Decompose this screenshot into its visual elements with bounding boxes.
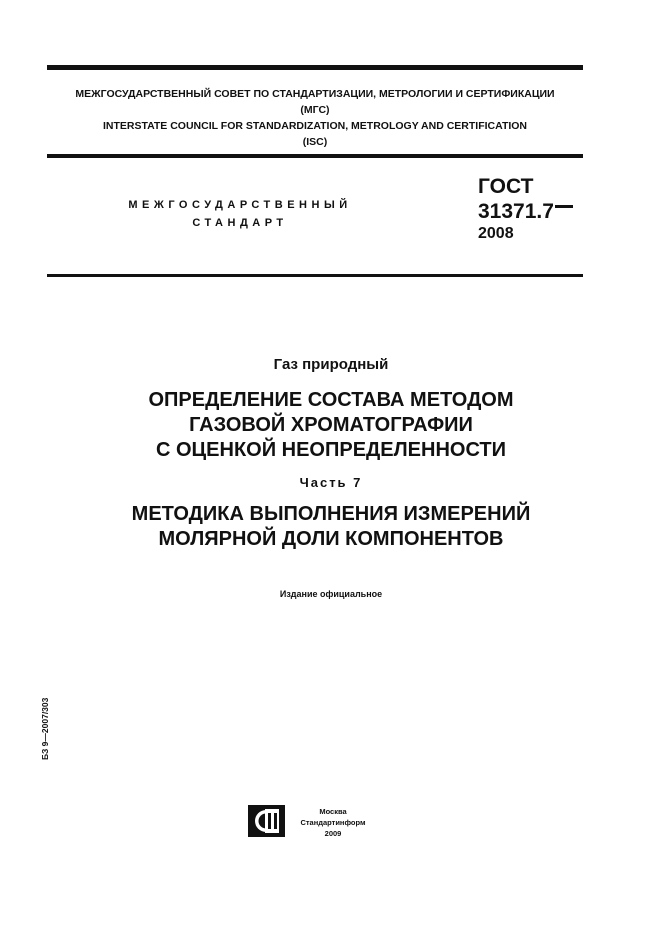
main-title-line1: ОПРЕДЕЛЕНИЕ СОСТАВА МЕТОДОМ xyxy=(148,389,514,411)
main-title-line3: С ОЦЕНКОЙ НЕОПРЕДЕЛЕННОСТИ xyxy=(156,439,506,461)
top-rule xyxy=(47,65,583,70)
subject-title: Газ природный xyxy=(273,356,389,373)
part-label: Часть 7 xyxy=(299,475,363,490)
method-title-line1: МЕТОДИКА ВЫПОЛНЕНИЯ ИЗМЕРЕНИЙ xyxy=(131,503,531,525)
gost-prefix: ГОСТ xyxy=(478,175,534,198)
standard-label-line1: МЕЖГОСУДАРСТВЕННЫЙ xyxy=(128,199,352,211)
council-en: INTERSTATE COUNCIL FOR STANDARDIZATION, METROLOGY AND CERTIFICATION xyxy=(102,120,528,132)
council-header xyxy=(47,86,583,150)
gost-number: 31371.7 xyxy=(478,200,554,223)
standard-label xyxy=(80,196,400,232)
standard-label-line2: СТАНДАРТ xyxy=(192,217,288,229)
publisher-info xyxy=(290,806,376,839)
method-title-line2: МОЛЯРНОЙ ДОЛИ КОМПОНЕНТОВ xyxy=(158,528,504,550)
gost-year: 2008 xyxy=(478,225,514,242)
main-title-line2: ГАЗОВОЙ ХРОМАТОГРАФИИ xyxy=(189,414,473,436)
council-ru: МЕЖГОСУДАРСТВЕННЫЙ СОВЕТ ПО СТАНДАРТИЗАЦИИ, МЕТРОЛОГИИ И СЕРТИФИКАЦИИ xyxy=(75,88,555,100)
gost-designation xyxy=(478,174,573,244)
method-title xyxy=(47,502,615,552)
designation-rule xyxy=(47,274,583,277)
side-code: БЗ 9—2007/303 xyxy=(40,697,50,760)
main-title xyxy=(47,388,615,463)
publisher-year: 2009 xyxy=(324,829,342,838)
council-en-abbr: (ISC) xyxy=(302,136,328,148)
publisher-name: Стандартинформ xyxy=(300,818,366,827)
standartinform-logo-icon xyxy=(248,805,285,837)
edition-label: Издание официальное xyxy=(279,589,383,599)
publisher-city: Москва xyxy=(319,807,347,816)
gost-dash xyxy=(555,205,573,208)
council-ru-abbr: (МГС) xyxy=(300,104,330,116)
header-rule xyxy=(47,154,583,158)
